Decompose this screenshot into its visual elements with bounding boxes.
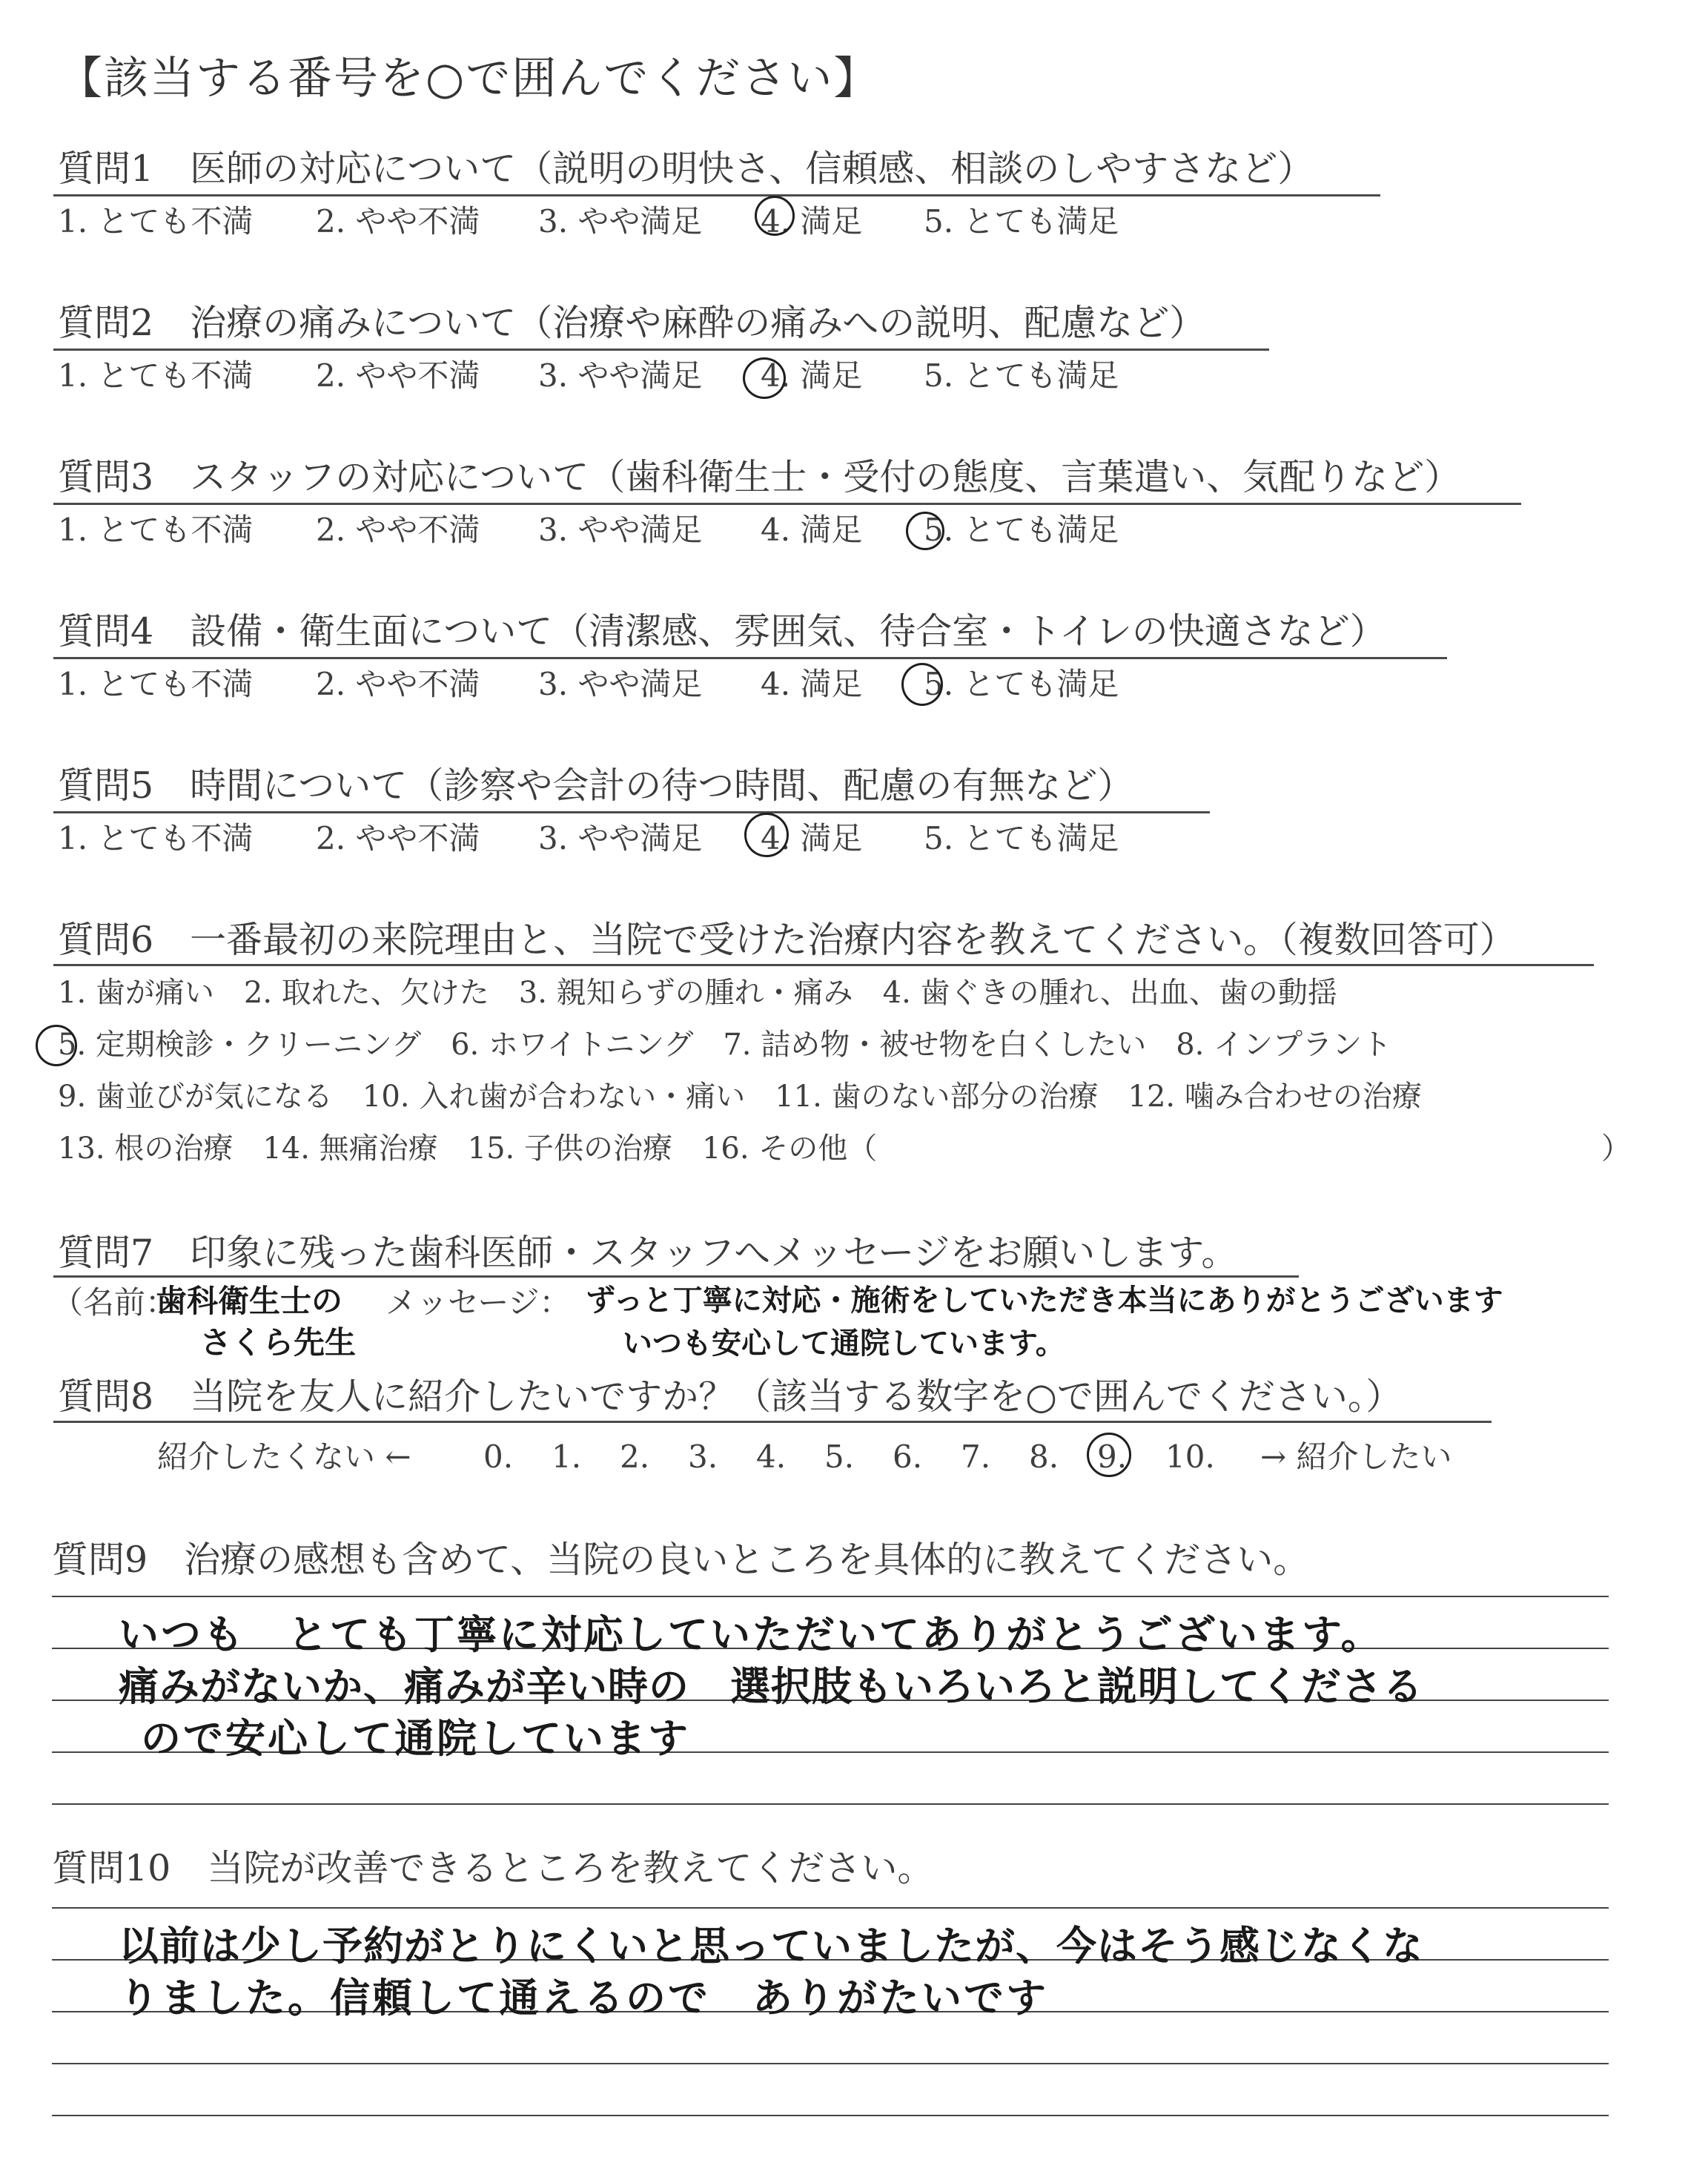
q7-name-line1: 歯科衛生士の	[156, 1283, 343, 1319]
q3-selection-circle	[906, 512, 944, 550]
q4-option-5[interactable]: 5. とても満足	[924, 666, 1119, 702]
q9-answer-line1: いつも とても丁寧に対応していただいてありがとうございます。	[119, 1611, 1383, 1658]
question-8-label: 質問8 当院を友人に紹介したいですか？（該当する数字を○で囲んでください。）	[58, 1375, 1403, 1418]
q6-other-close: ）	[1601, 1132, 1631, 1166]
q1-option-3[interactable]: 3. やや満足	[538, 203, 703, 240]
q1-option-2[interactable]: 2. やや不満	[316, 203, 480, 240]
q8-right-label: → 紹介したい	[1260, 1439, 1452, 1475]
q3-option-3[interactable]: 3. やや満足	[538, 512, 703, 548]
q9-answer-line2: 痛みがないか、痛みが辛い時の 選択肢もいろいろと説明してくださる	[119, 1663, 1423, 1710]
q8-scale-6[interactable]: 6.	[893, 1439, 923, 1475]
q10-answer-line1: 以前は少し予約がとりにくいと思っていましたが、今はそう感じなくな	[119, 1923, 1423, 1969]
q2-option-3[interactable]: 3. やや満足	[538, 357, 703, 394]
question-1-underline	[53, 194, 1380, 196]
q6-row-2: 5. 定期検診・クリーニング 6. ホワイトニング 7. 詰め物・被せ物を白くしたい 8. インプラント	[58, 1028, 1392, 1062]
question-4-label: 質問4 設備・衛生面について（清潔感、雰囲気、待合室・トイレの快適さなど）	[58, 610, 1386, 653]
q4-selection-circle	[901, 663, 943, 706]
q8-scale-9[interactable]: 9.	[1097, 1439, 1128, 1475]
q7-message-line1: ずっと丁寧に対応・施術をしていただき本当にありがとうございます	[586, 1284, 1503, 1318]
q6-row-3: 9. 歯並びが気になる 10. 入れ歯が合わない・痛い 11. 歯のない部分の治療 12. 噛み合わせの治療	[58, 1080, 1422, 1114]
q4-option-2[interactable]: 2. やや不満	[316, 666, 480, 702]
q7-message-line2: いつも安心して通院しています。	[623, 1327, 1065, 1361]
q3-option-1[interactable]: 1. とても不満	[58, 512, 254, 548]
q5-selection-circle	[744, 813, 789, 857]
question-6-underline	[53, 964, 1594, 966]
question-5-label: 質問5 時間について（診察や会計の待つ時間、配慮の有無など）	[58, 764, 1134, 807]
q8-scale-1[interactable]: 1.	[552, 1439, 582, 1475]
q2-selection-circle	[743, 357, 786, 399]
q6-row-1: 1. 歯が痛い 2. 取れた、欠けた 3. 親知らずの腫れ・痛み 4. 歯ぐきの腫れ、出血、歯の動揺	[58, 976, 1337, 1010]
q9-writing-line-1	[52, 1596, 1609, 1597]
q8-scale-4[interactable]: 4.	[756, 1439, 787, 1475]
q3-option-5[interactable]: 5. とても満足	[924, 512, 1119, 548]
q8-scale-5[interactable]: 5.	[824, 1439, 855, 1475]
form-title: 【該当する番号を○で囲んでください】	[58, 53, 880, 105]
q4-option-1[interactable]: 1. とても不満	[58, 666, 254, 702]
q8-selection-circle	[1087, 1433, 1131, 1477]
q6-selection-circle	[36, 1025, 77, 1066]
q9-answer-line3: ので安心して通院しています	[141, 1715, 690, 1762]
q8-scale-3[interactable]: 3.	[688, 1439, 718, 1475]
question-3-underline	[53, 503, 1521, 505]
q1-option-5[interactable]: 5. とても満足	[924, 203, 1119, 240]
q10-writing-line-5	[52, 2115, 1609, 2116]
q2-option-2[interactable]: 2. やや不満	[316, 357, 480, 394]
question-10-label: 質問10 当院が改善できるところを教えてください。	[52, 1847, 934, 1889]
q1-selection-circle	[755, 196, 795, 236]
q7-name-line2: さくら先生	[200, 1324, 357, 1361]
question-3-label: 質問3 スタッフの対応について（歯科衛生士・受付の態度、言葉遣い、気配りなど）	[58, 456, 1461, 498]
q4-option-3[interactable]: 3. やや満足	[538, 666, 703, 702]
q5-option-5[interactable]: 5. とても満足	[924, 820, 1119, 856]
q8-scale-8[interactable]: 8.	[1029, 1439, 1059, 1475]
q10-writing-line-4	[52, 2063, 1609, 2064]
q8-left-label: 紹介したくない ←	[157, 1439, 411, 1475]
q8-scale-2[interactable]: 2.	[620, 1439, 650, 1475]
q5-option-3[interactable]: 3. やや満足	[538, 820, 703, 856]
q7-message-label: メッセージ：	[385, 1284, 571, 1321]
question-1-label: 質問1 医師の対応について（説明の明快さ、信頼感、相談のしやすさなど）	[58, 148, 1314, 190]
question-9-label: 質問9 治療の感想も含めて、当院の良いところを具体的に教えてください。	[52, 1539, 1310, 1581]
q8-scale-7[interactable]: 7.	[961, 1439, 991, 1475]
q2-option-4[interactable]: 4. 満足	[761, 357, 863, 394]
q5-option-4[interactable]: 4. 満足	[761, 820, 863, 856]
question-8-underline	[53, 1421, 1492, 1423]
question-7-label: 質問7 印象に残った歯科医師・スタッフへメッセージをお願いします。	[58, 1232, 1238, 1274]
question-2-underline	[53, 349, 1269, 351]
question-2-label: 質問2 治療の痛みについて（治療や麻酔の痛みへの説明、配慮など）	[58, 302, 1206, 344]
q8-scale-10[interactable]: 10.	[1165, 1439, 1215, 1475]
q8-scale-0[interactable]: 0.	[483, 1439, 514, 1475]
q1-option-4[interactable]: 4. 満足	[761, 203, 863, 240]
question-6-label: 質問6 一番最初の来院理由と、当院で受けた治療内容を教えてください。（複数回答可）	[58, 919, 1516, 961]
q3-option-4[interactable]: 4. 満足	[761, 512, 863, 548]
q6-row-4: 13. 根の治療 14. 無痛治療 15. 子供の治療 16. その他（	[58, 1132, 878, 1166]
q10-answer-line2: りました。信頼して通えるので ありがたいです	[119, 1975, 1048, 2021]
q2-option-5[interactable]: 5. とても満足	[924, 357, 1119, 394]
q10-writing-line-1	[52, 1907, 1609, 1909]
q3-option-2[interactable]: 2. やや不満	[316, 512, 480, 548]
q9-writing-line-5	[52, 1803, 1609, 1805]
q7-name-label: （名前：	[52, 1284, 177, 1321]
q5-option-2[interactable]: 2. やや不満	[316, 820, 480, 856]
q2-option-1[interactable]: 1. とても不満	[58, 357, 254, 394]
question-5-underline	[53, 811, 1210, 813]
q5-option-1[interactable]: 1. とても不満	[58, 820, 254, 856]
question-4-underline	[53, 657, 1447, 659]
q1-option-1[interactable]: 1. とても不満	[58, 203, 254, 240]
q4-option-4[interactable]: 4. 満足	[761, 666, 863, 702]
